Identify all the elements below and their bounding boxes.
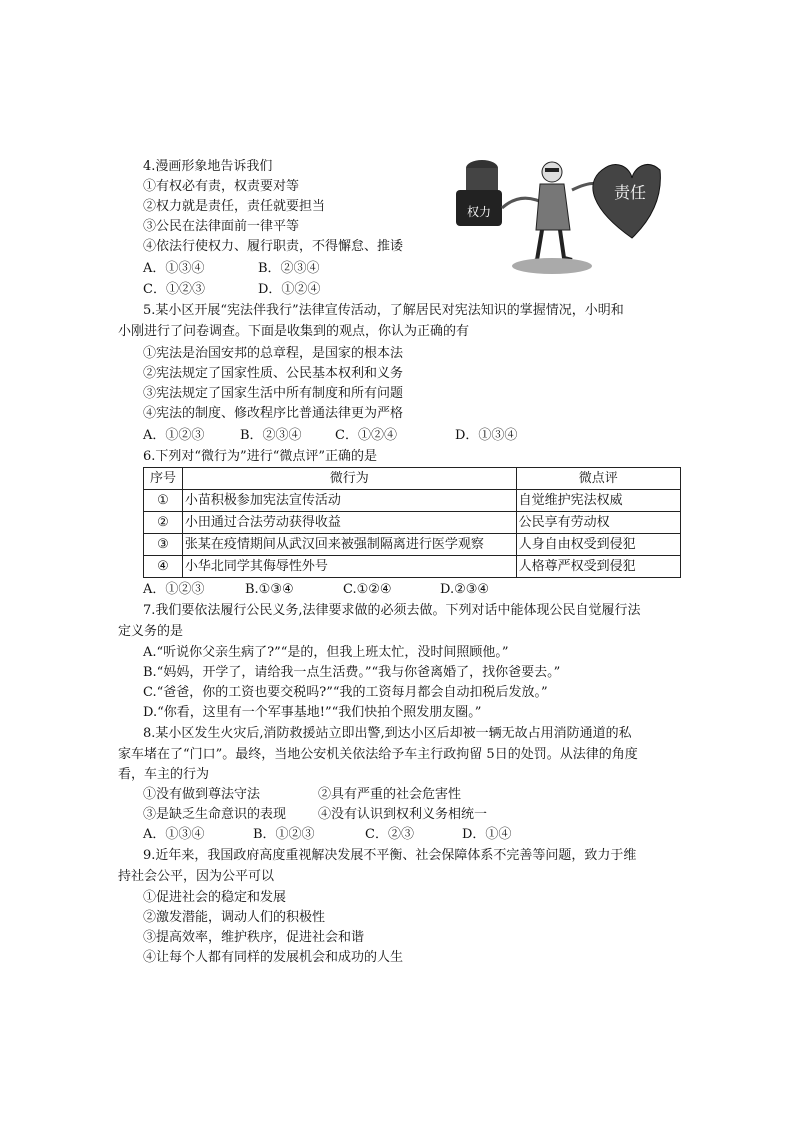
table-row [144, 490, 681, 512]
q7-stem-line2: 定义务的是 [118, 624, 184, 639]
q8-item-4: ④没有认识到权利义务相统一 [318, 807, 488, 822]
q8-stem-line2: 家车堵在了“门口”。最终，当地公安机关依法给予车主行政拘留 5日的处罚。从法律的角度 [118, 747, 638, 762]
q8-item-2: ②具有严重的社会危害性 [318, 787, 462, 802]
q6-header-behavior: 微行为 [182, 468, 516, 490]
table-row [144, 556, 681, 578]
q5-stem-line1: 5.某小区开展“宪法伴我行”法律宣传活动，了解居民对宪法知识的掌握情况，小明和 [143, 303, 624, 318]
q6-row1-behavior: 小苗积极参加宪法宣传活动 [182, 490, 516, 512]
q8-item-1: ①没有做到尊法守法 [143, 787, 261, 802]
q6-row4-index: ④ [144, 556, 183, 578]
q8-option-d: D．①④ [462, 827, 512, 842]
power-responsibility-cartoon [452, 150, 662, 278]
q6-row2-behavior: 小田通过合法劳动获得收益 [182, 512, 516, 534]
q7-option-a: A.“听说你父亲生病了?”“是的，但我上班太忙，没时间照顾他。” [143, 645, 509, 660]
q7-option-b: B.“妈妈，开学了，请给我一点生活费。”“我与你爸离婚了，找你爸要去。” [143, 665, 561, 680]
q6-row1-index: ① [144, 490, 183, 512]
q5-item-2: ②宪法规定了国家性质、公民基本权利和义务 [143, 366, 404, 381]
q4-stem: 4.漫画形象地告诉我们 [143, 159, 273, 174]
q8-option-c: C．②③ [365, 827, 414, 842]
q5-item-3: ③宪法规定了国家生活中所有制度和所有问题 [143, 386, 404, 401]
q8-stem-line3: 看，车主的行为 [118, 767, 210, 782]
q6-header-index: 序号 [144, 468, 183, 490]
q5-option-c: C．①②④ [335, 428, 397, 443]
q9-stem-line1: 9.近年来，我国政府高度重视解决发展不平衡、社会保障体系不完善等问题，致力于维 [143, 848, 637, 863]
q7-option-d: D.“你看，这里有一个军事基地!”“我们快拍个照发朋友圈。” [143, 705, 482, 720]
q8-stem-line1: 8.某小区发生火灾后,消防救援站立即出警,到达小区后却被一辆无故占用消防通道的私 [143, 726, 632, 741]
q4-item-3: ③公民在法律面前一律平等 [143, 219, 300, 234]
q4-item-1: ①有权必有责，权责要对等 [143, 179, 300, 194]
q8-item-3: ③是缺乏生命意识的表现 [143, 807, 287, 822]
q6-table-header [144, 468, 681, 490]
q5-option-b: B．②③④ [240, 428, 302, 443]
q5-option-a: A．①②③ [143, 428, 205, 443]
q7-option-c: C.“爸爸，你的工资也要交税吗?”“我的工资每月都会自动扣税后发放。” [143, 685, 548, 700]
power-weight-icon [456, 160, 502, 226]
q4-option-d: D．①②④ [258, 282, 321, 297]
q8-option-a: A．①③④ [143, 827, 205, 842]
q6-row4-behavior: 小华北同学其侮辱性外号 [182, 556, 516, 578]
q9-item-2: ②激发潜能，调动人们的积极性 [143, 910, 326, 925]
q9-item-4: ④让每个人都有同样的发展机会和成功的人生 [143, 950, 404, 965]
table-row [144, 534, 681, 556]
q6-stem: 6.下列对“微行为”进行“微点评”正确的是 [143, 449, 377, 464]
q6-row3-comment: 人身自由权受到侵犯 [516, 534, 680, 556]
responsibility-label: 责任 [613, 183, 647, 202]
q6-row2-index: ② [144, 512, 183, 534]
table-row [144, 512, 681, 534]
q4-option-c: C．①②③ [143, 282, 205, 297]
q6-option-c: C.①②④ [343, 582, 392, 597]
q6-option-b: B.①③④ [245, 582, 294, 597]
q6-row4-comment: 人格尊严权受到侵犯 [516, 556, 680, 578]
q6-option-a: A．①②③ [143, 582, 205, 597]
q6-row3-behavior: 张某在疫情期间从武汉回来被强制隔离进行医学观察 [182, 534, 516, 556]
q4-item-4: ④依法行使权力、履行职责，不得懈怠、推诿 [143, 239, 404, 254]
q6-table [143, 467, 681, 578]
responsibility-heart-icon [593, 165, 661, 238]
official-figure-icon [512, 162, 592, 274]
q9-stem-line2: 持社会公平，因为公平可以 [118, 869, 275, 884]
q6-option-d: D.②③④ [440, 582, 490, 597]
q5-item-1: ①宪法是治国安邦的总章程，是国家的根本法 [143, 346, 404, 361]
q9-item-1: ①促进社会的稳定和发展 [143, 890, 287, 905]
q5-stem-line2: 小刚进行了问卷调查。下面是收集到的观点，你认为正确的有 [118, 324, 470, 339]
power-label: 权力 [466, 205, 492, 219]
q7-stem-line1: 7.我们要依法履行公民义务,法律要求做的必须去做。下列对话中能体现公民自觉履行法 [143, 603, 641, 618]
q4-option-b: B．②③④ [258, 261, 320, 276]
q9-item-3: ③提高效率，维护秩序，促进社会和谐 [143, 930, 365, 945]
q4-option-a: A．①③④ [143, 261, 205, 276]
q8-option-b: B．①②③ [253, 827, 315, 842]
q5-item-4: ④宪法的制度、修改程序比普通法律更为严格 [143, 406, 404, 421]
q6-header-comment: 微点评 [516, 468, 680, 490]
q6-row2-comment: 公民享有劳动权 [516, 512, 680, 534]
q4-item-2: ②权力就是责任，责任就要担当 [143, 199, 326, 214]
q6-row3-index: ③ [144, 534, 183, 556]
q5-option-d: D．①③④ [455, 428, 518, 443]
q6-row1-comment: 自觉维护宪法权威 [516, 490, 680, 512]
